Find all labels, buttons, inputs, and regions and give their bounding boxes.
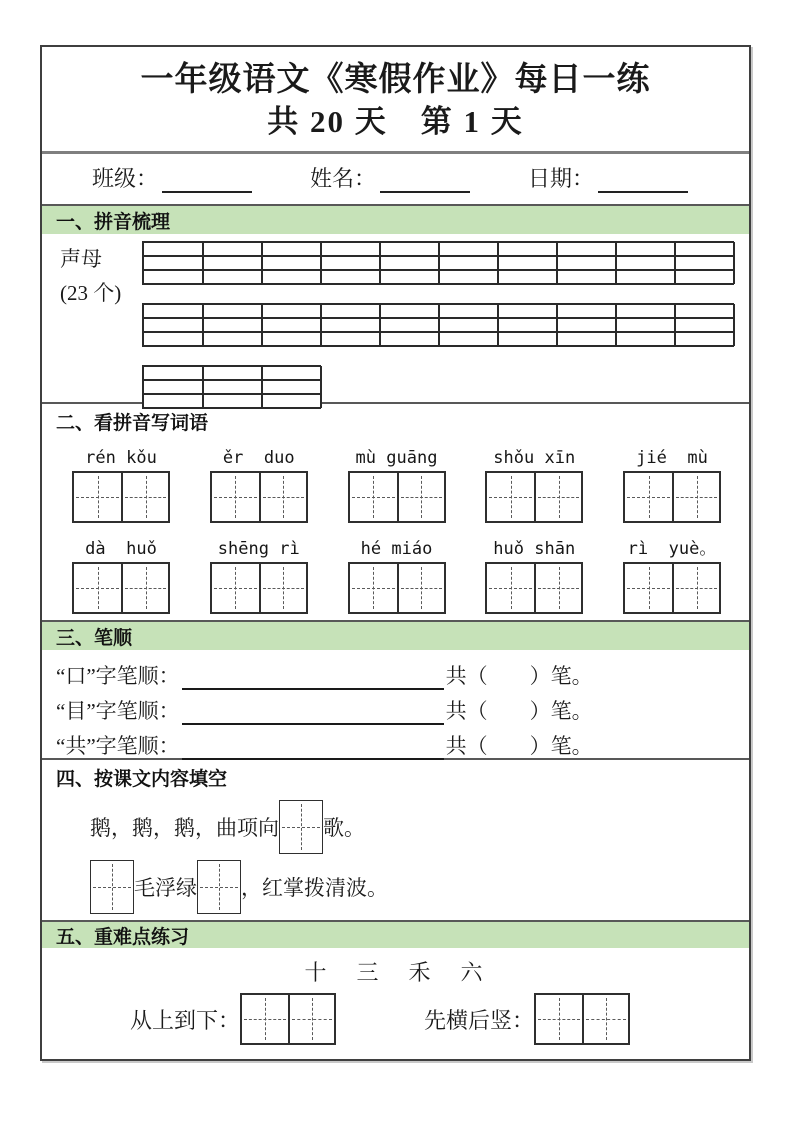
pinyin-grid-cell [143,242,204,256]
writing-box-pair [623,471,721,523]
pinyin-grid-cell [143,256,204,270]
section1-content [42,234,749,404]
pinyin-grid-cell [615,318,676,332]
writing-cell [259,564,306,612]
worksheet-subtitle: 共 20 天 第 1 天 [267,103,524,139]
pinyin-grid-cell [379,270,440,284]
writing-cell [625,564,672,612]
worksheet-page [40,45,751,1061]
stroke-line-mu [56,690,749,725]
pinyin-grid-cell [143,394,204,408]
pinyin-grid-cell [143,270,204,284]
pinyin-grid-cell [438,242,499,256]
class-label: 班级： [92,165,159,191]
pinyin-grid-cell [556,318,617,332]
stroke-prefix: “口”字笔顺： [56,664,180,688]
pinyin-grid-cell [615,242,676,256]
word-unit [210,446,308,523]
writing-cell [74,473,121,521]
pinyin-grid-cell [556,256,617,270]
name-blank-line [380,167,470,193]
section2-content [42,438,749,622]
pinyin-grid-cell [261,380,322,394]
writing-cell [397,473,444,521]
pinyin-grid-cell [202,256,263,270]
writing-cell [197,860,241,914]
writing-cell [487,564,534,612]
pinyin-grid-cell [261,332,322,346]
pinyin-grid-cell [556,332,617,346]
pinyin-grid-cell [143,332,204,346]
writing-cell [672,564,719,612]
pinyin-grid-cell [379,256,440,270]
pinyin-grid-cell [261,256,322,270]
writing-box-pair [485,562,583,614]
pinyin-label: mù guāng [355,448,438,468]
pinyin-grid-cell [379,304,440,318]
writing-box-pair [240,993,336,1045]
pinyin-grid-cell [202,380,263,394]
pinyin-grid-3 [142,365,321,409]
info-row [42,154,749,206]
word-row-1 [72,446,721,523]
writing-box-pair [210,562,308,614]
pinyin-grid-cell [674,318,735,332]
pinyin-label: jié mù [636,448,708,468]
worksheet-title: 一年级语文《寒假作业》每日一练 [140,62,651,99]
section1-header: 一、拼音梳理 [42,206,749,234]
pinyin-grid-cell [674,242,735,256]
pinyin-grid-cell [261,242,322,256]
writing-box-pair [210,471,308,523]
pinyin-grid-cell [202,366,263,380]
pinyin-label: shēng rì [217,539,300,559]
writing-cell [397,564,444,612]
pinyin-grid-cell [497,256,558,270]
pinyin-grid-cell [320,256,381,270]
pinyin-grid-cell [379,242,440,256]
writing-cell [534,564,581,612]
pinyin-grid-cell [202,318,263,332]
pinyin-grid-cell [261,394,322,408]
pinyin-label: shǒu xīn [493,448,576,468]
pinyin-grid-cell [261,366,322,380]
pinyin-grid-cell [674,304,735,318]
stroke-blank-line [182,662,444,690]
word-unit [623,446,721,523]
fill-line2-tail: ，红掌拨清波。 [241,876,388,900]
writing-cell [350,473,397,521]
writing-cell [90,860,134,914]
pinyin-grid-cell [438,256,499,270]
writing-cell [242,995,288,1043]
writing-cell [625,473,672,521]
word-unit [623,537,721,614]
fill-line1-text: 鹅，鹅，鹅，曲项向 [90,816,279,840]
pinyin-grid-cell [320,332,381,346]
stroke-blank-line [182,697,444,725]
pinyin-grid-cell [261,318,322,332]
pinyin-label: ěr duo [222,448,295,468]
section4-header: 四、按课文内容填空 [42,760,749,794]
fill-line2-text: 毛浮绿 [134,876,197,900]
section4-content [42,794,749,920]
pinyin-label: rén kǒu [85,448,157,468]
writing-box-pair [72,562,170,614]
horizontal-first-label: 先横后竖： [424,1007,535,1033]
top-to-bottom-label: 从上到下： [130,1007,241,1033]
pinyin-grid-cell [438,318,499,332]
stroke-suffix: 共（ ）笔。 [445,699,593,723]
pinyin-grid-cell [320,304,381,318]
word-unit [485,446,583,523]
date-field [528,162,688,193]
word-unit [210,537,308,614]
word-unit [72,537,170,614]
stroke-line-kou [56,655,749,690]
pinyin-grid-cell [615,304,676,318]
fill-line1-tail: 歌。 [323,816,365,840]
pinyin-grid-2 [142,303,734,347]
writing-cell [534,473,581,521]
pinyin-grid-cell [202,304,263,318]
practice-characters: 十 三 禾 六 [304,960,487,985]
pinyin-grid-cell [556,242,617,256]
title-block [42,47,749,154]
initials-label [60,242,121,310]
initials-label-line2: (23 个) [60,281,122,305]
pinyin-grid-stack [142,241,734,427]
date-label: 日期： [528,165,595,191]
pinyin-grid-cell [556,304,617,318]
writing-box-pair [623,562,721,614]
section5-header: 五、重难点练习 [42,920,749,948]
stroke-suffix: 共（ ）笔。 [445,734,593,758]
pinyin-grid-cell [261,270,322,284]
section5-content [42,948,749,1054]
pinyin-grid-cell [143,318,204,332]
pinyin-grid-cell [497,270,558,284]
writing-cell [536,995,582,1043]
stroke-line-gong [56,725,749,760]
pinyin-grid-cell [320,242,381,256]
pinyin-grid-cell [556,270,617,284]
writing-box-pair [348,471,446,523]
stroke-prefix: “目”字笔顺： [56,699,180,723]
fill-line-2 [90,860,749,914]
writing-cell [672,473,719,521]
writing-box-pair [534,993,630,1045]
practice-row [42,993,749,1045]
name-field [310,162,470,193]
word-unit [485,537,583,614]
writing-cell [74,564,121,612]
section3-header: 三、笔顺 [42,622,749,650]
pinyin-grid-cell [497,332,558,346]
pinyin-grid-cell [143,304,204,318]
pinyin-grid-cell [202,394,263,408]
pinyin-grid-cell [438,332,499,346]
word-unit [348,446,446,523]
class-field [92,162,252,193]
section3-content [42,650,749,760]
writing-cell [582,995,628,1043]
writing-box-pair [485,471,583,523]
pinyin-grid-cell [379,318,440,332]
pinyin-grid-cell [438,304,499,318]
pinyin-grid-cell [674,332,735,346]
writing-cell [212,473,259,521]
writing-cell [288,995,334,1043]
stroke-prefix: “共”字笔顺： [56,734,180,758]
pinyin-grid-cell [438,270,499,284]
writing-cell [212,564,259,612]
pinyin-grid-1 [142,241,734,285]
pinyin-grid-cell [497,304,558,318]
writing-box-pair [72,471,170,523]
horizontal-first-group [424,993,630,1045]
pinyin-grid-cell [615,332,676,346]
pinyin-grid-cell [379,332,440,346]
class-blank-line [162,167,252,193]
section2-header: 二、看拼音写词语 [42,404,749,438]
pinyin-label: dà huǒ [85,539,157,559]
pinyin-grid-cell [615,270,676,284]
pinyin-grid-cell [143,366,204,380]
top-to-bottom-group [130,993,336,1045]
pinyin-grid-cell [143,380,204,394]
pinyin-grid-cell [497,242,558,256]
pinyin-grid-cell [320,318,381,332]
writing-cell [121,473,168,521]
pinyin-grid-cell [674,256,735,270]
initials-label-line1: 声母 [60,247,102,271]
pinyin-grid-cell [320,270,381,284]
pinyin-label: hé miáo [360,539,433,559]
word-unit [348,537,446,614]
pinyin-label: rì yuè。 [627,539,717,559]
writing-cell [259,473,306,521]
stroke-suffix: 共（ ）笔。 [445,664,593,688]
writing-cell [279,800,323,854]
writing-cell [121,564,168,612]
stroke-blank-line [182,732,444,760]
pinyin-grid-cell [261,304,322,318]
name-label: 姓名： [310,165,377,191]
pinyin-grid-cell [497,318,558,332]
date-blank-line [598,167,688,193]
writing-cell [350,564,397,612]
writing-box-pair [348,562,446,614]
pinyin-grid-cell [202,242,263,256]
writing-cell [487,473,534,521]
pinyin-label: huǒ shān [493,539,576,559]
pinyin-grid-cell [674,270,735,284]
pinyin-grid-cell [202,270,263,284]
pinyin-grid-cell [615,256,676,270]
fill-line-1 [90,800,749,854]
pinyin-grid-cell [202,332,263,346]
word-row-2 [72,537,721,614]
word-unit [72,446,170,523]
